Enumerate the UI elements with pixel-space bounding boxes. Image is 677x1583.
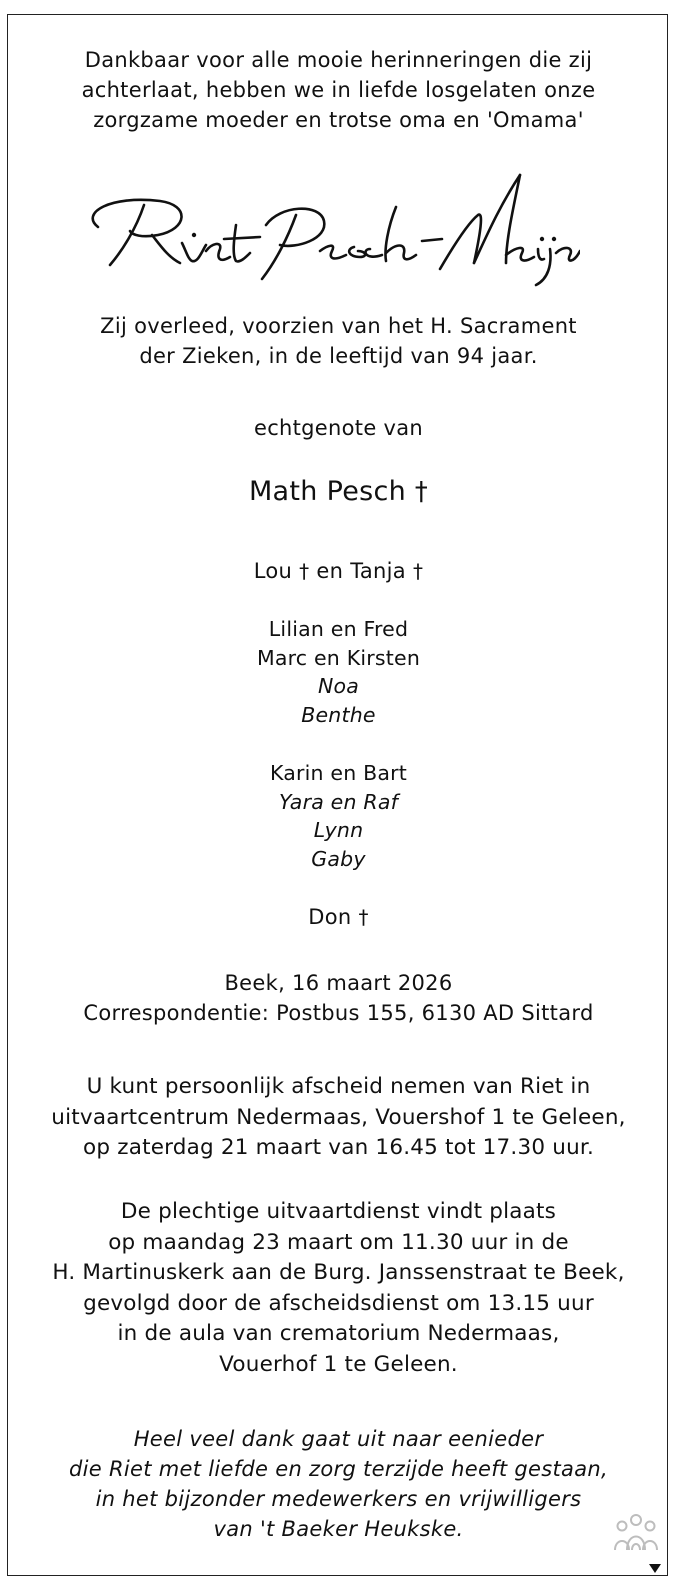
family-group-4 — [0, 902, 677, 932]
family-member: Lou — [253, 559, 293, 583]
service-text — [0, 1197, 677, 1380]
thanks-line: van 't Baeker Heukske. — [213, 1517, 464, 1541]
place-and-correspondence — [0, 968, 677, 1028]
spouse-name — [0, 474, 677, 510]
passing-line: Zij overleed, voorzien van het H. Sacrament — [100, 314, 577, 338]
farewell-line: U kunt persoonlijk afscheid nemen van Riet in — [86, 1074, 591, 1099]
family-joiner: en — [316, 559, 344, 583]
spouse-label: echtgenote van — [253, 416, 424, 440]
correspondence-address: Correspondentie: Postbus 155, 6130 AD Sittard — [83, 1001, 594, 1025]
thanks-text — [0, 1424, 677, 1544]
family-group-1 — [0, 556, 677, 586]
grandchild-name: Gaby — [311, 846, 366, 871]
grandchild-name: Lynn — [313, 818, 364, 842]
intro-text — [0, 45, 677, 135]
family-people-icon — [612, 1512, 660, 1552]
intro-line: zorgzame moeder en trotse oma en 'Omama' — [93, 108, 584, 132]
passing-text — [0, 311, 677, 371]
passing-line: der Zieken, in de leeftijd van 94 jaar. — [139, 344, 538, 368]
service-line: op maandag 23 maart om 11.30 uur in de — [108, 1229, 569, 1255]
intro-line: achterlaat, hebben we in liefde losgelaten onze — [81, 78, 596, 102]
cross-icon: † — [299, 559, 310, 583]
family-group-3 — [0, 759, 677, 873]
grandchild-name: Yara en Raf — [278, 789, 399, 814]
grandchild-name: Noa — [317, 674, 360, 698]
service-line: De plechtige uitvaartdienst vindt plaats — [120, 1199, 557, 1224]
family-member: Tanja — [350, 559, 406, 583]
farewell-line: uitvaartcentrum Nedermaas, Vouershof 1 te Geleen, — [51, 1104, 626, 1130]
service-line: in de aula van crematorium Nedermaas, — [117, 1321, 560, 1346]
farewell-text — [0, 1072, 677, 1164]
family-group-2 — [0, 615, 677, 729]
spouse-name-text: Math Pesch — [248, 476, 407, 507]
farewell-line: op zaterdag 21 maart van 16.45 tot 17.30 uur. — [82, 1135, 595, 1160]
arrow-down-icon[interactable] — [648, 1562, 662, 1574]
intro-line: Dankbaar voor alle mooie herinneringen die zij — [84, 48, 593, 72]
service-line: gevolgd door de afscheidsdienst om 13.15 uur — [83, 1290, 594, 1316]
cross-icon: † — [412, 559, 424, 583]
family-member: Don — [308, 905, 352, 929]
thanks-line: Heel veel dank gaat uit naar eenieder — [133, 1427, 544, 1451]
service-line: Vouerhof 1 te Geleen. — [219, 1351, 458, 1377]
place-date: Beek, 16 maart 2026 — [224, 971, 453, 995]
grandchild-name: Benthe — [301, 702, 376, 727]
cross-icon: † — [358, 905, 369, 929]
family-couple: Lilian en Fred — [268, 617, 409, 641]
cross-icon: † — [414, 477, 429, 507]
family-couple: Karin en Bart — [269, 761, 408, 785]
family-couple: Marc en Kirsten — [256, 645, 421, 670]
thanks-line: die Riet met liefde en zorg terzijde heeft gestaan, — [69, 1457, 608, 1481]
thanks-line: in het bijzonder medewerkers en vrijwilligers — [95, 1487, 582, 1511]
service-line: H. Martinuskerk aan de Burg. Janssenstraat te Beek, — [52, 1260, 625, 1285]
deceased-name-signature — [70, 165, 580, 290]
